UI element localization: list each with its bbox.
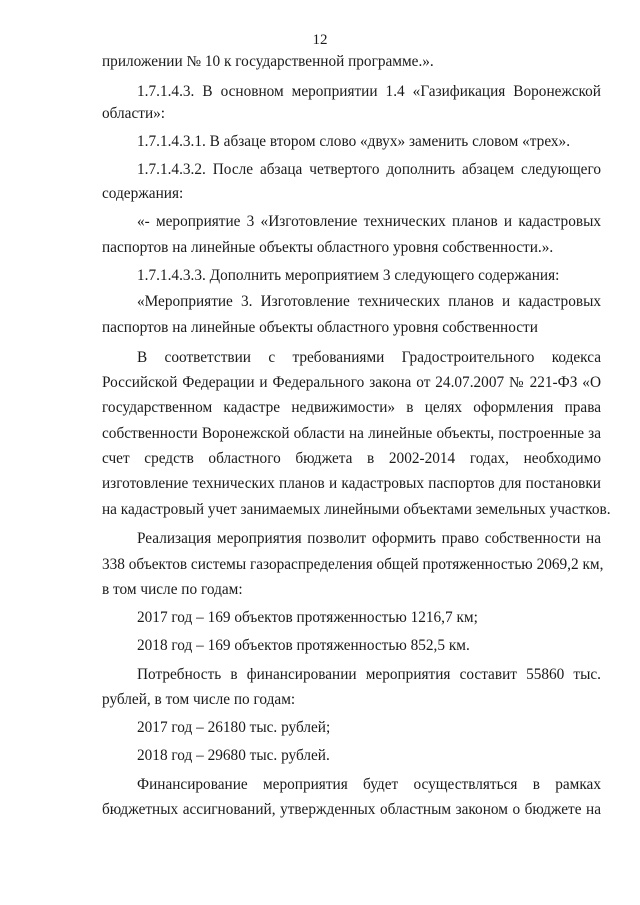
text-line: Потребность в финансировании мероприятия составит 55860 тыс. [137,666,601,683]
text-line: «Мероприятие 3. Изготовление технических планов и кадастровых [137,293,601,310]
text-line: содержания: [102,185,184,202]
text-line: собственности Воронежской области на линейные объекты, построенные за [102,425,601,442]
text-line: 2018 год – 169 объектов протяженностью 852,5 км. [137,637,470,654]
text-line: паспортов на линейные объекты областного уровня собственности [102,319,538,336]
text-line: Финансирование мероприятия будет осуществляться в рамках [137,776,601,793]
text-line: 2017 год – 26180 тыс. рублей; [137,719,331,736]
text-line: паспортов на линейные объекты областного уровня собственности.». [102,239,554,256]
text-line: 338 объектов системы газораспределения общей протяженностью 2069,2 км, [102,556,604,573]
text-line: 2017 год – 169 объектов протяженностью 1216,7 км; [137,609,478,626]
text-line: 1.7.1.4.3.1. В абзаце втором слово «двух» заменить словом «трех». [137,133,571,150]
text-line: счет средств областного бюджета в 2002-2014 годах, необходимо [102,450,601,467]
text-line: Реализация мероприятия позволит оформить право собственности на [137,530,601,547]
text-line: на кадастровый учет занимаемых линейными объектами земельных участков. [102,501,611,518]
text-line: государственном кадастре недвижимости» в целях оформления права [102,399,601,416]
text-line: в том числе по годам: [102,581,243,598]
text-line: бюджетных ассигнований, утвержденных областным законом о бюджете на [102,801,601,818]
page-number: 12 [312,32,328,48]
text-line: «- мероприятие 3 «Изготовление технических планов и кадастровых [137,213,601,230]
text-line: В соответствии с требованиями Градостроительного кодекса [137,349,601,366]
text-line: 2018 год – 29680 тыс. рублей. [137,747,330,764]
text-line: приложении № 10 к государственной программе.». [102,53,434,70]
text-line: изготовление технических планов и кадастровых паспортов для постановки [102,475,601,492]
text-line: рублей, в том числе по годам: [102,691,296,708]
text-line: области»: [102,105,166,122]
text-line: 1.7.1.4.3.3. Дополнить мероприятием 3 следующего содержания: [137,267,560,284]
text-line: 1.7.1.4.3.2. После абзаца четвертого дополнить абзацем следующего [137,161,601,178]
text-line: 1.7.1.4.3. В основном мероприятии 1.4 «Газификация Воронежской [137,83,601,100]
text-line: Российской Федерации и Федерального закона от 24.07.2007 № 221-ФЗ «О [102,374,601,391]
